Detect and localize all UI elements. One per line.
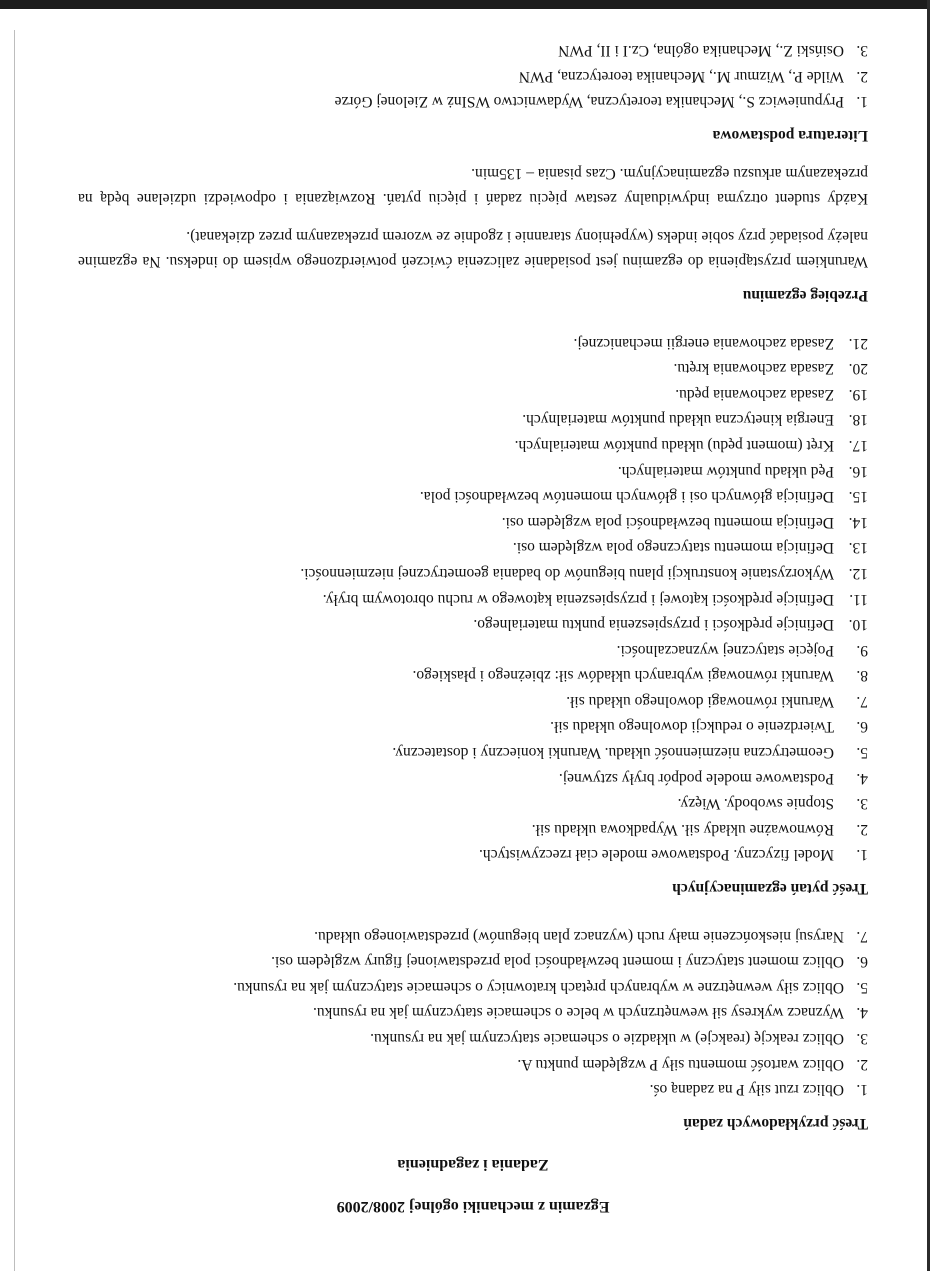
item-number: 13. <box>848 539 868 557</box>
list-item <box>78 38 868 64</box>
list-item <box>78 458 868 484</box>
item-text: Kręt (moment pędu) układu punktów materialnych. <box>514 436 834 454</box>
list-item <box>78 740 868 766</box>
example-tasks-heading: Treść przykładowych zadań <box>683 1114 868 1132</box>
item-text: Oblicz rzut siły P na zadaną oś. <box>649 1081 844 1099</box>
list-item <box>78 381 868 407</box>
item-number: 1. <box>856 846 868 864</box>
item-text: Definicje prędkości i przyspieszenia punktu materialnego. <box>473 616 834 634</box>
list-item <box>78 407 868 433</box>
item-text: Narysuj nieskończenie mały ruch (wyznacz plan biegunów) przedstawionego układu. <box>314 927 844 945</box>
list-item <box>78 1025 868 1051</box>
list-item <box>78 560 868 586</box>
list-item <box>78 688 868 714</box>
item-text: Zasada zachowania krętu. <box>673 360 834 378</box>
literature-list <box>78 38 868 115</box>
exam-procedure-heading: Przebieg egzaminu <box>742 287 868 304</box>
exam-procedure-paragraph: Każdy student otrzyma indywidualny zestaw pięciu zadań i pięciu pytań. Rozwiązania i odpowiedzi udzielane będą na przekazanym arkuszu egzaminacyjnym. Czas pisania – 135min. <box>78 164 868 208</box>
item-number: 2. <box>856 820 868 838</box>
list-item <box>78 586 868 612</box>
item-text: Wykorzystanie konstrukcji planu biegunów do badania geometrycznej niezmienności. <box>300 564 834 582</box>
item-text: Wilde P., Wizmur M., Mechanika teoretyczna, PWN <box>518 67 844 85</box>
list-item <box>78 509 868 535</box>
list-item <box>78 842 868 868</box>
list-item <box>78 791 868 817</box>
item-text: Podstawowe modele podpór bryły sztywnej. <box>558 769 834 787</box>
item-number: 14. <box>848 513 868 531</box>
item-number: 3. <box>856 1030 868 1048</box>
list-item <box>78 535 868 561</box>
list-item <box>78 637 868 663</box>
item-text: Stopnie swobody. Więzy. <box>677 795 834 813</box>
list-item <box>78 63 868 89</box>
item-text: Oblicz siły wewnętrzne w wybranych prętach kratownicy o schemacie statycznym jak na rysunku. <box>233 978 844 996</box>
item-number: 11. <box>849 590 868 608</box>
item-text: Oblicz reakcję (reakcje) w układzie o schemacie statycznym jak na rysunku. <box>370 1030 844 1048</box>
item-number: 5. <box>856 978 868 996</box>
item-text: Warunki równowagi wybranych układów sił: zbieżnego i płaskiego. <box>412 667 834 685</box>
item-text: Energia kinetyczna układu punktów materialnych. <box>522 411 834 429</box>
list-item <box>78 356 868 382</box>
item-number: 9. <box>856 641 868 659</box>
item-text: Definicje prędkości kątowej i przyspieszenia kątowego w ruchu obrotowym bryły. <box>322 590 834 608</box>
item-number: 12. <box>848 564 868 582</box>
item-number: 3. <box>856 42 868 60</box>
item-number: 8. <box>856 667 868 685</box>
item-text: Zasada zachowania pędu. <box>675 385 834 403</box>
item-number: 17. <box>848 436 868 454</box>
exam-procedure-paragraph: Warunkiem przystąpienia do egzaminu jest posiadanie zaliczenia ćwiczeń potwierdzonego wpisem do indeksu. Na egzamine należy posiadać przy sobie indeks (wypełniony starannie i zgodnie ze wzorem przekazanym przez dziekanat). <box>78 227 868 271</box>
item-text: Prypuniewicz S., Mechanika teoretyczna, Wydawnictwo WSInż w Zielonej Górze <box>334 93 844 111</box>
item-text: Geometryczna niezmienność układu. Warunki konieczny i dostateczny. <box>392 744 834 762</box>
item-number: 20. <box>848 360 868 378</box>
item-number: 4. <box>856 1004 868 1022</box>
item-number: 7. <box>856 927 868 945</box>
list-item <box>78 816 868 842</box>
list-item <box>78 714 868 740</box>
item-number: 7. <box>856 692 868 710</box>
literature-heading: Literatura podstawowa <box>712 127 868 145</box>
item-number: 4. <box>856 769 868 787</box>
item-text: Osiński Z., Mechanika ogólna, Cz.I i II, PWN <box>558 42 844 60</box>
item-number: 2. <box>856 1055 868 1073</box>
item-number: 2. <box>856 67 868 85</box>
list-item <box>78 1000 868 1026</box>
item-number: 1. <box>856 93 868 111</box>
document-subtitle: Zadania i zagadnienia <box>397 1156 549 1174</box>
list-item <box>78 923 868 949</box>
document-content <box>78 16 868 1219</box>
exam-questions-list <box>78 330 868 867</box>
example-tasks-list <box>78 923 868 1102</box>
item-text: Równoważne układy sił. Wypadkowa układu sił. <box>531 820 834 838</box>
list-item <box>78 612 868 638</box>
item-number: 3. <box>856 795 868 813</box>
list-item <box>78 484 868 510</box>
item-number: 5. <box>856 744 868 762</box>
item-text: Pęd układu punktów materialnych. <box>617 462 834 480</box>
item-text: Warunki równowagi dowolnego układu sił. <box>566 692 834 710</box>
list-item <box>78 949 868 975</box>
list-item <box>78 330 868 356</box>
item-number: 19. <box>848 385 868 403</box>
item-number: 18. <box>848 411 868 429</box>
item-number: 10. <box>848 616 868 634</box>
item-text: Model fizyczny. Podstawowe modele ciał rzeczywistych. <box>479 846 834 864</box>
item-text: Zasada zachowania energii mechanicznej. <box>573 334 834 352</box>
item-text: Definicja głównych osi i głównych momentów bezwładności pola. <box>419 488 834 506</box>
list-item <box>78 974 868 1000</box>
item-text: Oblicz moment statyczny i moment bezwładności pola przedstawionej figury względem osi. <box>271 953 844 971</box>
item-text: Definicja momentu statycznego pola względem osi. <box>512 539 834 557</box>
item-text: Wyznacz wykresy sił wewnętrznych w belce o schemacie statycznym jak na rysunku. <box>312 1004 844 1022</box>
document-title: Egzamin z mechaniki ogólnej 2008/2009 <box>336 1198 610 1215</box>
list-item <box>78 89 868 115</box>
item-text: Pojęcie statycznej wyznaczalności. <box>616 641 834 659</box>
item-number: 15. <box>848 488 868 506</box>
item-text: Twierdzenie o redukcji dowolnego układu sił. <box>550 718 834 736</box>
item-text: Oblicz wartość momentu siły P względem punktu A. <box>517 1055 844 1073</box>
item-number: 6. <box>856 718 868 736</box>
list-item <box>78 432 868 458</box>
item-number: 6. <box>856 953 868 971</box>
list-item <box>78 1077 868 1103</box>
item-number: 1. <box>856 1081 868 1099</box>
item-number: 21. <box>848 334 868 352</box>
list-item <box>78 663 868 689</box>
item-text: Definicja momentu bezwładności pola względem osi. <box>501 513 834 531</box>
list-item <box>78 1051 868 1077</box>
item-number: 16. <box>848 462 868 480</box>
exam-questions-heading: Treść pytań egzaminacyjnych <box>672 880 868 898</box>
list-item <box>78 765 868 791</box>
